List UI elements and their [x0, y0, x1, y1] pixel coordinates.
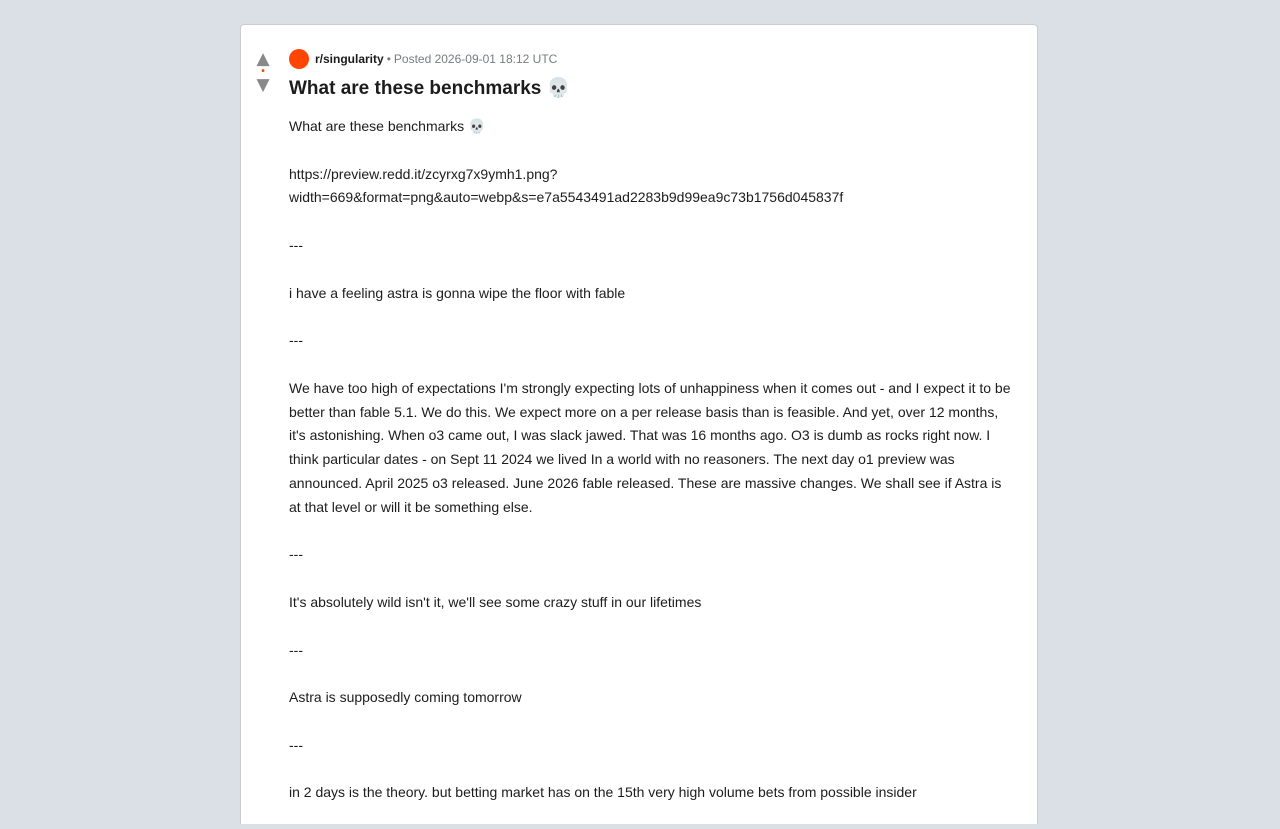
comment-text: We have too high of expectations I'm strongly expecting lots of unhappiness when it comes out - and I expect it to be better than fable 5.1. We do this. We expect more on a per release basis than is feasible. And yet, over 12 months, it's astonishing. When o3 came out, I was slack jawed. That was 16 months ago. O3 is dumb as rocks right now. I think particular dates - on Sept 11 2024 we lived In a world with no reasoners. The next day o1 preview was announced. April 2025 o3 released. June 2026 fable released. These are massive changes. We shall see if Astra is at that level or will it be something else. — [289, 379, 1015, 515]
comment-separator: --- — [289, 736, 303, 753]
comment-text: Astra is supposedly coming tomorrow — [289, 689, 522, 706]
body-link[interactable]: https://preview.redd.it/zcyrxg7x9ymh1.png? width=669&format=png&auto=webp&s=e7a5543491ad2283b9d99ea9c73b1756d045837f — [289, 165, 844, 206]
subreddit-icon[interactable] — [289, 49, 309, 69]
vote-score: • — [261, 66, 265, 77]
comment-text: i have a feeling astra is gonna wipe the floor with fable — [289, 284, 626, 301]
post-meta — [289, 49, 1015, 69]
vote-column — [251, 49, 275, 95]
post-content — [289, 49, 1015, 829]
comment-separator: --- — [289, 641, 303, 658]
upvote-icon[interactable]: ▲ — [256, 49, 270, 69]
meta-separator: • — [386, 52, 391, 66]
comment-text: in 2 days is the theory. but betting market has on the 15th very high volume bets from possible insider — [289, 784, 917, 801]
comment-separator: --- — [289, 236, 303, 253]
body-paragraph: What are these benchmarks 💀 — [289, 118, 486, 134]
downvote-icon[interactable]: ▼ — [256, 75, 270, 95]
post-body — [289, 115, 1015, 805]
post-timestamp: Posted 2026-09-01 18:12 UTC — [393, 52, 558, 66]
post-card — [240, 24, 1038, 824]
comment-separator: --- — [289, 546, 303, 563]
post-title[interactable]: What are these benchmarks 💀 — [289, 78, 571, 99]
comment-text: It's absolutely wild isn't it, we'll see some crazy stuff in our lifetimes — [289, 593, 702, 610]
comment-separator: --- — [289, 332, 303, 349]
subreddit-link[interactable]: r/singularity — [315, 52, 384, 66]
